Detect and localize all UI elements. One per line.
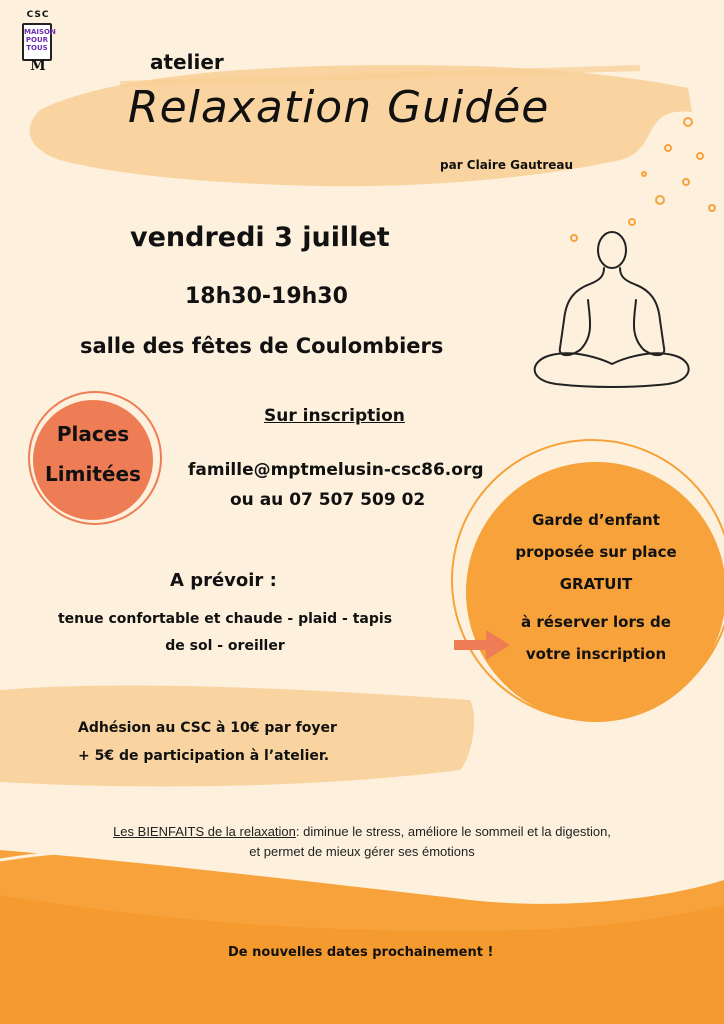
benefits-text1: : diminue le stress, améliore le sommeil et la digestion, <box>295 824 611 839</box>
atelier-label: atelier <box>150 50 224 74</box>
registration-heading: Sur inscription <box>264 406 405 426</box>
registration-contact <box>188 455 484 515</box>
adhesion-info <box>78 714 337 770</box>
garde-line4: à réserver lors de <box>521 613 671 631</box>
garde-line3: GRATUIT <box>559 575 633 593</box>
logo-csc-text: CSC <box>26 10 50 20</box>
prevoir-line1: tenue confortable et chaude - plaid - tapis <box>57 611 393 627</box>
places-line1: Places <box>56 422 130 446</box>
prevoir-line2: de sol - oreiller <box>165 638 285 654</box>
garde-info <box>488 504 704 670</box>
places-limited-badge <box>33 414 153 494</box>
garde-line1: Garde d’enfant <box>532 511 660 529</box>
footer-note: De nouvelles dates prochainement ! <box>228 945 494 960</box>
logo-m-letter: M <box>30 58 46 74</box>
places-line2: Limitées <box>45 462 141 486</box>
csc-logo <box>18 10 58 76</box>
garde-line5: votre inscription <box>525 645 667 663</box>
author-label: par Claire Gautreau <box>440 158 574 172</box>
event-date: vendredi 3 juillet <box>130 222 390 253</box>
registration-phone[interactable]: ou au 07 507 509 02 <box>230 490 426 510</box>
prevoir-list <box>30 606 420 660</box>
benefits-text2: et permet de mieux gérer ses émotions <box>249 844 475 859</box>
page-title: Relaxation Guidée <box>128 82 550 133</box>
adhesion-line2: + 5€ de participation à l’atelier. <box>78 748 330 764</box>
logo-maison-pour-tous: MAISON POUR TOUS <box>22 23 52 61</box>
adhesion-line1: Adhésion au CSC à 10€ par foyer <box>78 720 337 736</box>
benefits-text <box>30 822 694 862</box>
event-place: salle des fêtes de Coulombiers <box>80 334 444 358</box>
prevoir-heading: A prévoir : <box>170 570 277 591</box>
registration-email[interactable]: famille@mptmelusin-csc86.org <box>188 460 484 480</box>
event-time: 18h30-19h30 <box>185 284 348 309</box>
benefits-label: Les BIENFAITS de la relaxation <box>113 824 296 839</box>
meditation-figure-icon <box>535 232 689 387</box>
garde-line2: proposée sur place <box>515 543 677 561</box>
